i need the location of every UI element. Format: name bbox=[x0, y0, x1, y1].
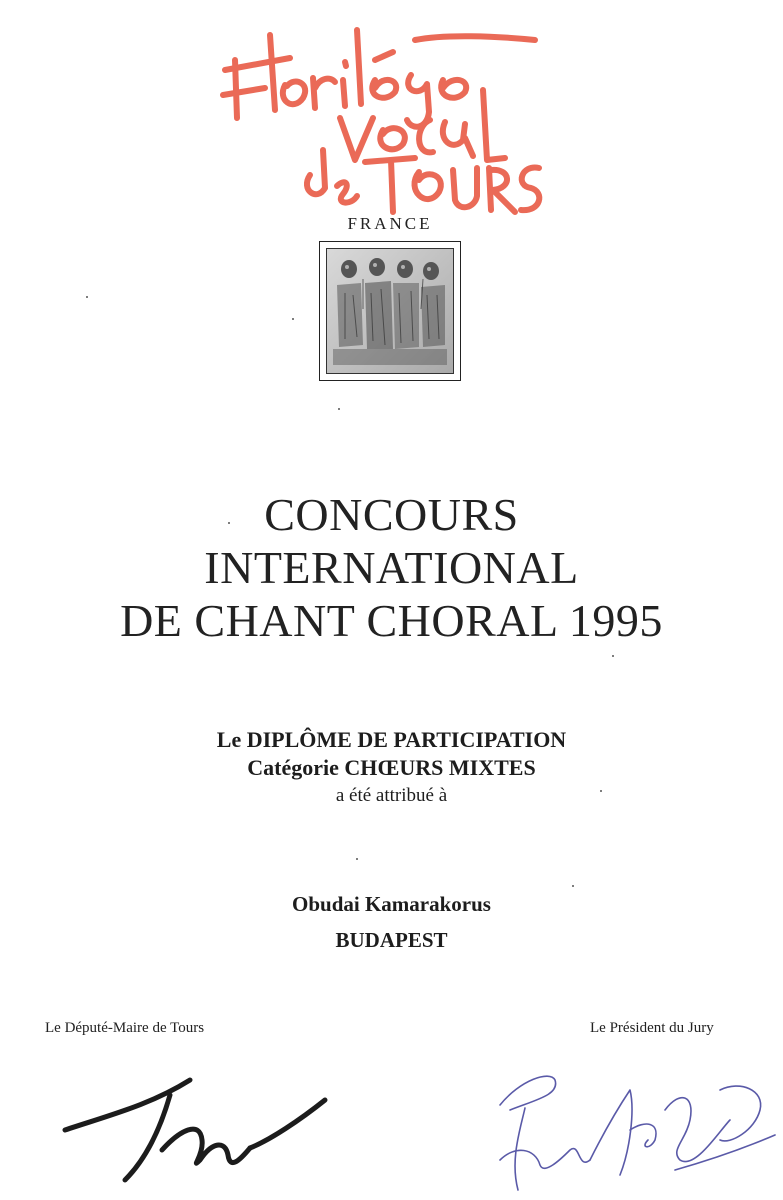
scan-speck bbox=[86, 296, 88, 298]
recipient-name: Obudai Kamarakorus bbox=[292, 892, 491, 916]
scan-speck bbox=[600, 790, 602, 792]
scan-speck bbox=[612, 655, 614, 657]
title-line-2: INTERNATIONAL bbox=[204, 542, 579, 593]
mayor-signature bbox=[50, 1060, 340, 1185]
mayor-signature-label: Le Député-Maire de Tours bbox=[45, 1020, 205, 1036]
festival-logo bbox=[215, 0, 555, 230]
carved-relief-image bbox=[326, 248, 454, 374]
country-label: FRANCE bbox=[347, 214, 433, 233]
jury-president-signature-label: Le Président du Jury bbox=[590, 1020, 714, 1036]
category-prefix: Catégorie bbox=[247, 755, 339, 780]
category-name: CHŒURS MIXTES bbox=[344, 755, 536, 780]
diploma-statement bbox=[0, 726, 783, 810]
scan-speck bbox=[292, 318, 294, 320]
relief-image-frame bbox=[319, 241, 461, 381]
scan-speck bbox=[356, 858, 358, 860]
diploma-type: DIPLÔME DE PARTICIPATION bbox=[246, 727, 567, 752]
scan-speck bbox=[228, 522, 230, 524]
diploma-line-1 bbox=[0, 726, 783, 754]
title-line-3: DE CHANT CHORAL 1995 bbox=[120, 595, 663, 646]
diploma-line-2 bbox=[0, 754, 783, 782]
scan-speck bbox=[572, 885, 574, 887]
scan-speck bbox=[338, 408, 340, 410]
logo-lettering bbox=[215, 0, 555, 230]
title-line-1: CONCOURS bbox=[264, 489, 519, 540]
recipient-block bbox=[0, 886, 783, 958]
awarded-to-text: a été attribué à bbox=[335, 785, 448, 806]
jury-president-signature bbox=[480, 1050, 780, 1195]
competition-title bbox=[0, 488, 783, 647]
diploma-prefix: Le bbox=[216, 727, 242, 752]
recipient-city: BUDAPEST bbox=[335, 928, 448, 952]
